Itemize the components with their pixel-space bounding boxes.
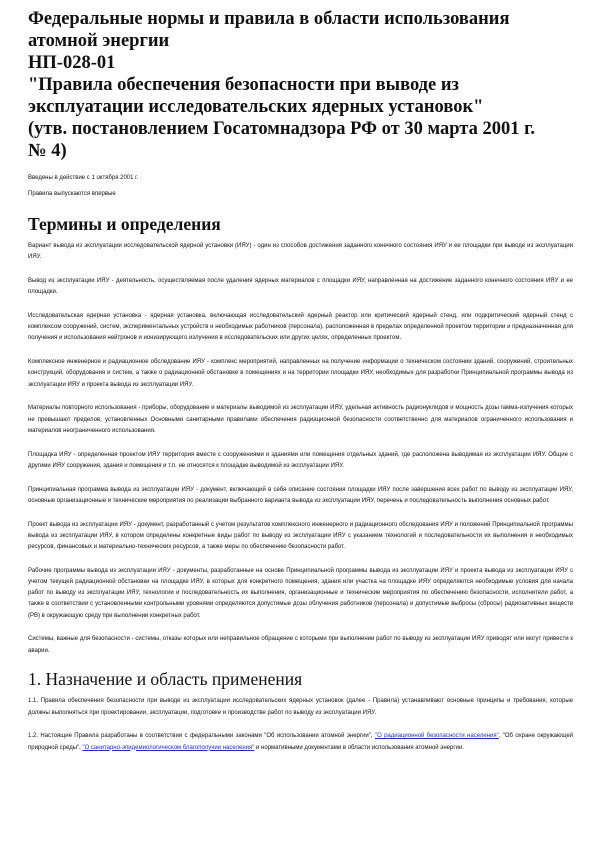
term-paragraph: Материалы повторного использования - приборы, оборудование и материалы выводимой из эксплуатации ИЯУ, удельная активность радионуклидов и мощность дозы гамма-излучения которых не превышают пределов, установленных Основными санитарными правилами обеспечения радиационной безопасности соответственно для материалов ограниченного использования и материалов неограниченного использования. (28, 405, 573, 434)
clause-1-2-text: и нормативными документами в области использования атомной энергии. (254, 744, 464, 751)
radiation-safety-law-link[interactable]: "О радиационной безопасности населения" (374, 733, 499, 740)
title-line: (утв. постановлением Госатомнадзора РФ от 30 марта 2001 г. (28, 119, 536, 139)
term-paragraph: Исследовательская ядерная установка - ядерная установка, включающая исследовательский ядерный реактор или критический ядерный стенд, или подкритический ядерный стенд с комплексом сооружений, систем, экспериментальных устройств и необходимых работников (персонала), расположенная в пределах определенной проектом территории и предназначенная для получения и использования нейтронов и ионизирующего излучения в исследовательских или других целях, определенных проектом. (28, 313, 573, 342)
term-paragraph: Принципиальная программа вывода из эксплуатации ИЯУ - документ, включающий в себя описание состояния площадки ИЯУ после завершения всех работ по выводу из эксплуатации ИЯУ, основные организационные и технические мероприятия по реализации выбранного варианта вывода из эксплуатации ИЯУ, перечень и последовательность выполнения основных работ. (28, 486, 573, 504)
effective-date: Введены в действие с 1 октября 2001 г. (28, 175, 139, 181)
title-line: эксплуатации исследовательских ядерных установок" (28, 97, 484, 117)
title-line: НП-028-01 (28, 53, 116, 73)
title-line: "Правила обеспечения безопасности при выводе из (28, 75, 459, 95)
title-line: Федеральные нормы и правила в области использования (28, 9, 510, 29)
title-line: атомной энергии (28, 31, 170, 51)
first-issue-note: Правила выпускаются впервые (28, 191, 116, 197)
term-paragraph: Проект вывода из эксплуатации ИЯУ - документ, разработанный с учетом результатов комплексного инженерного и радиационного обследования ИЯУ и положений Принципиальной программы вывода из эксплуатации ИЯУ, в котором определены конкретные виды работ по выводу из эксплуатации ИЯУ с указанием технологий и последовательности их выполнения и необходимых ресурсов, финансовых и материально-технических ресурсов, а также меры по обеспечению безопасности работ. (28, 521, 573, 551)
document-page (28, 8, 573, 766)
term-paragraph: Системы, важные для безопасности - системы, отказы которых или неправильное обращение с которыми при выполнении работ по выводу из эксплуатации ИЯУ приводят или могут привести к аварии. (28, 636, 573, 654)
term-paragraph: Площадка ИЯУ - определенная проектом ИЯУ территория вместе с сооружениями и зданиями или помещения отдельных зданий, где расположена выводимая из эксплуатации ИЯУ. Общие с другими ИЯУ сооружения, здания и помещения и т.п. не относятся к площадке выводимой из эксплуатации ИЯУ. (28, 451, 573, 469)
clause-1-2 (28, 731, 573, 753)
term-paragraph: Рабочие программы вывода из эксплуатации ИЯУ - документы, разработанные на основе Принципиальной программы вывода из эксплуатации ИЯУ и проекта вывода из эксплуатации ИЯУ с учетом текущей радиационной обстановки на площадке ИЯУ, в которых для конкретного помещения, здания или участка на площадке ИЯУ определяются необходимые условия для начала работ по выводу из эксплуатации ИЯУ, технологии и последовательность их выполнения, организационные и технические мероприятия по обеспечению безопасности, исполнители работ, а также в соответствии с установленными контрольными уровнями определяются допустимые дозы облучения работников (персонала) и допустимые выбросы (сбросы) радиоактивных веществ (РВ) в окружающую среду при выполнении конкретных работ. (28, 567, 573, 619)
clause-1-2-text: 1.2. Настоящие Правила разработаны в соответствии с федеральными законами "Об использовании атомной энергии", (28, 733, 375, 740)
terms-heading: Термины и определения (28, 214, 221, 234)
title-line: № 4) (28, 141, 67, 161)
clause-1-1: 1.1. Правила обеспечения безопасности при выводе из эксплуатации исследовательских ядерных установок (далее - Правила) устанавливают основные принципы и требования, которые должны выполняться при проектировании, эксплуатации, подготовке и производстве работ по выводу из эксплуатации ИЯУ. (28, 698, 573, 716)
section-1-heading: 1. Назначение и область применения (28, 669, 303, 690)
term-paragraph: Вывод из эксплуатации ИЯУ - деятельность, осуществляемая после удаления ядерных материалов с площадки ИЯУ, направленная на достижение заданного конечного состояния ИЯУ и ее площадки. (28, 278, 573, 296)
document-title (28, 8, 573, 162)
sanitary-law-link[interactable]: "О санитарно-эпидемиологическом благополучии населения" (82, 744, 255, 751)
term-paragraph: Комплексное инженерное и радиационное обследование ИЯУ - комплекс мероприятий, направленных на получение информации о техническом состоянии зданий, сооружений, строительных конструкций, оборудования и систем, а также о радиационной обстановке в помещениях и на территории площадки ИЯУ, необходимых для разработки Принципиальной программы вывода из эксплуатации ИЯУ и проекта вывода из эксплуатации ИЯУ. (28, 359, 573, 388)
term-paragraph: Вариант вывода из эксплуатации исследовательской ядерной установки (ИЯУ) - один из способов достижения заданного конечного состояния ИЯУ и ее площадки при выводе из эксплуатации ИЯУ. (28, 243, 573, 261)
clause-1-2-text: , "Об охране окружающей природной среды", (28, 733, 574, 751)
